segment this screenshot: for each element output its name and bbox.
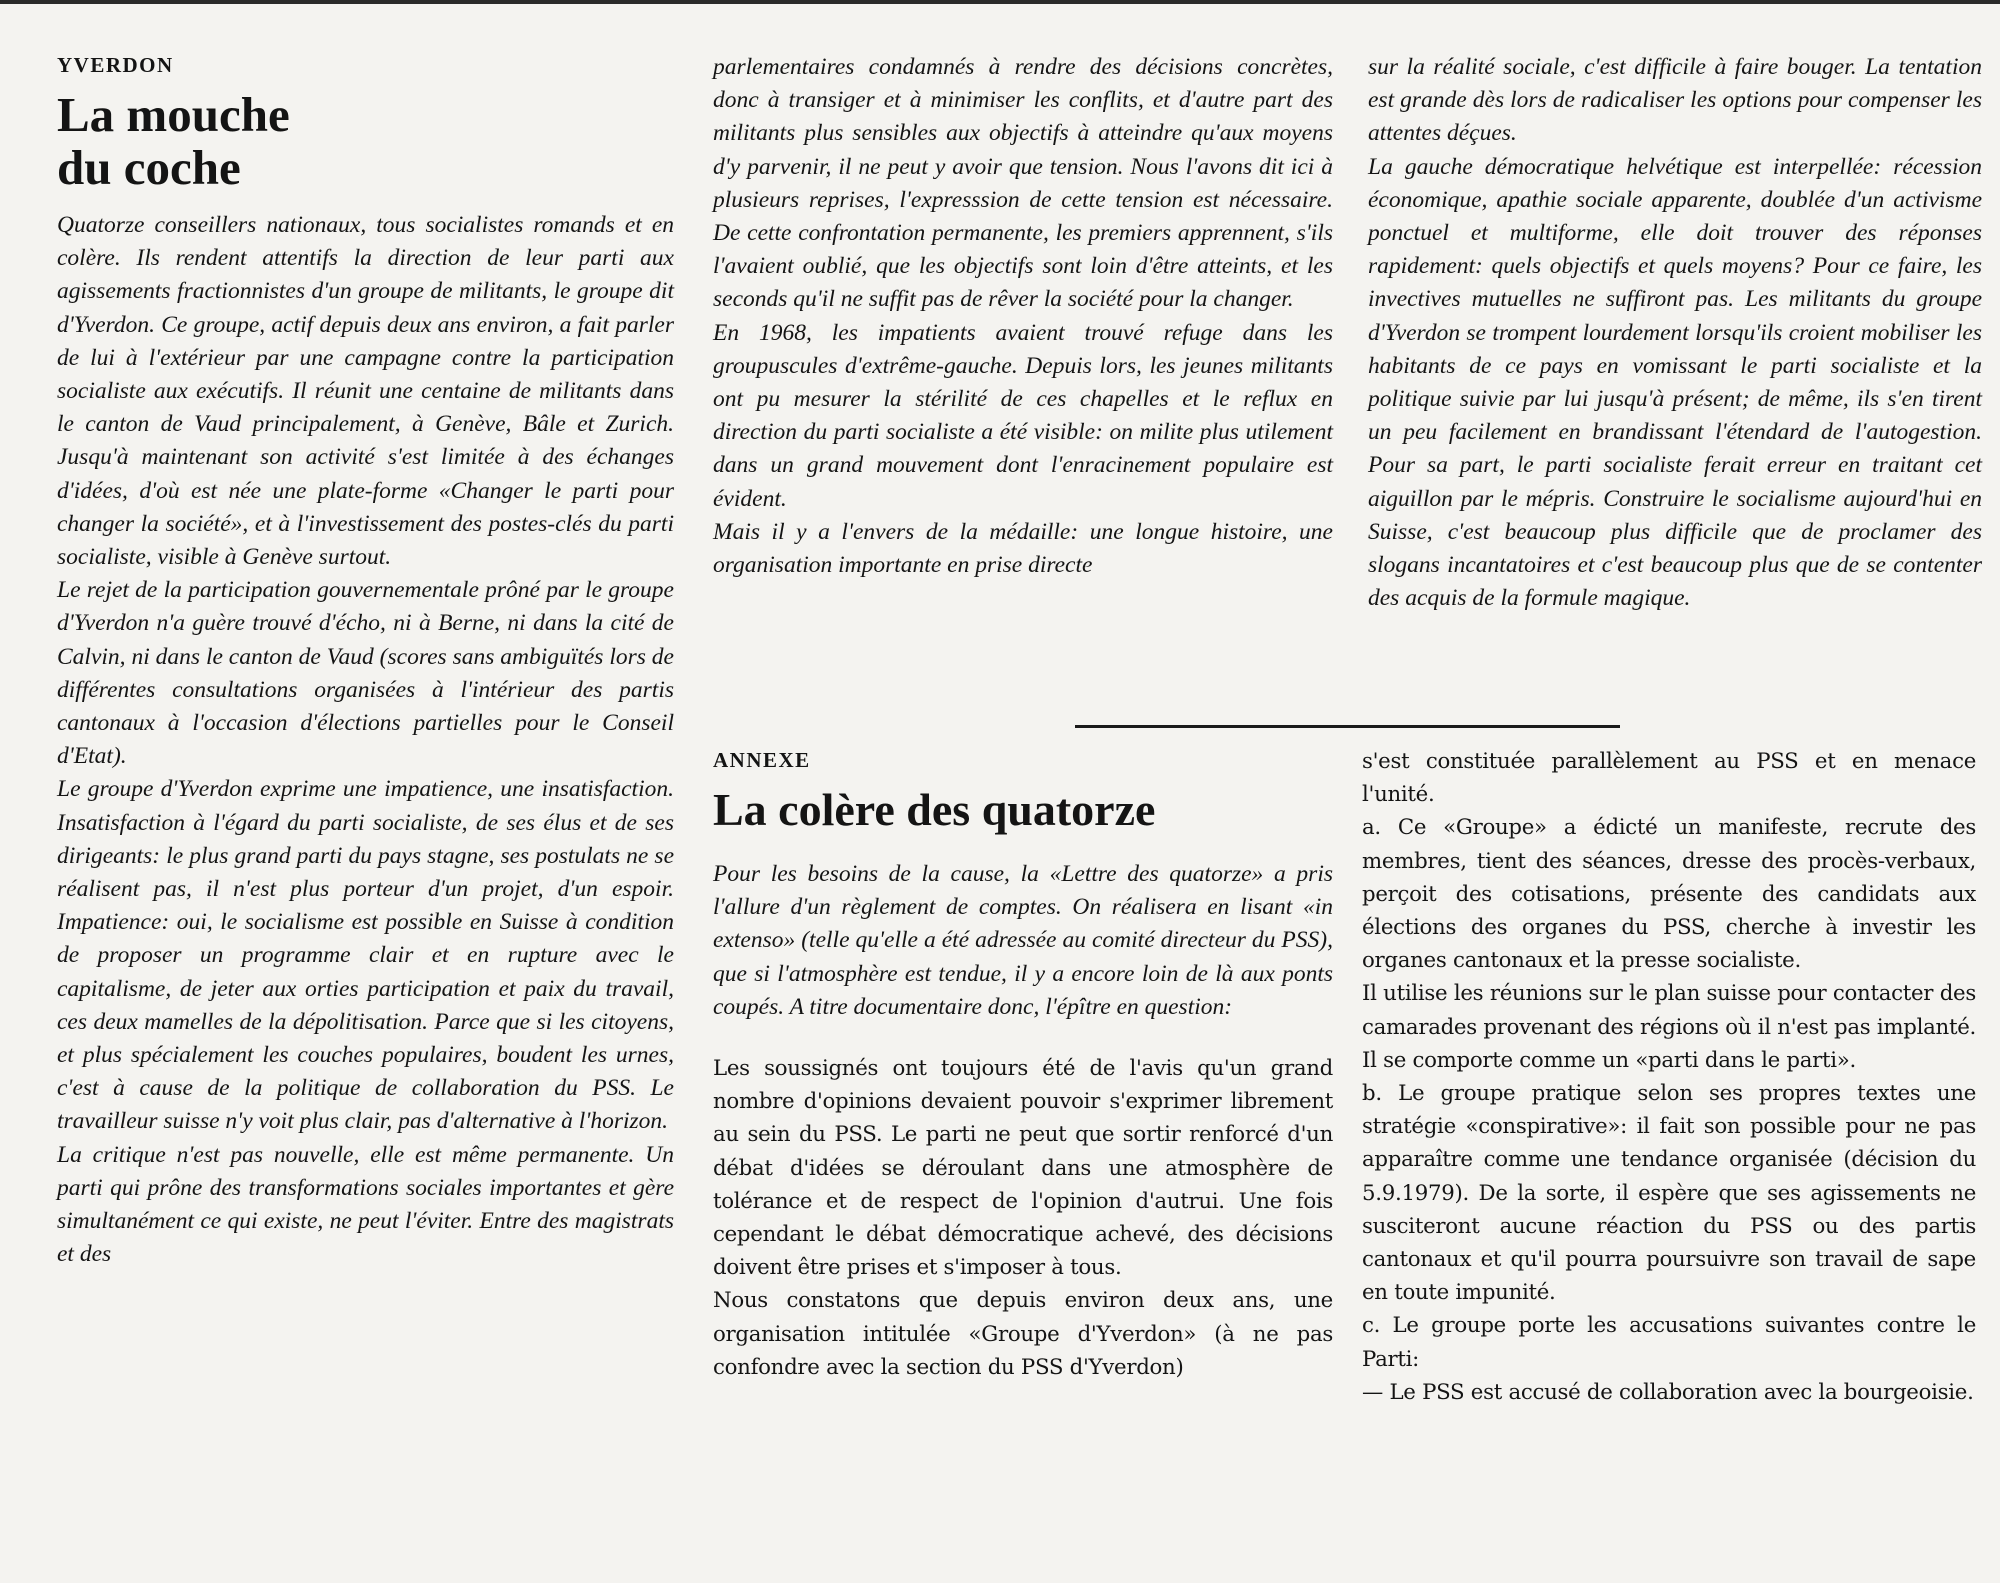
paragraph: — Le PSS est accusé de collaboration avec la bourgeoisie. bbox=[1362, 1379, 1974, 1405]
article1-column3 bbox=[1368, 51, 1982, 615]
article1-kicker: YVERDON bbox=[57, 53, 174, 77]
paragraph: a. Ce «Groupe» a édicté un manifeste, recrute des membres, tient des séances, dresse des procès-verbaux, perçoit des cotisations, présente des candidats aux élections des organes du PSS, cherche à investir les organes cantonaux et la presse socialiste. bbox=[1362, 815, 1976, 974]
top-rule bbox=[0, 0, 2000, 4]
paragraph: c. Le groupe porte les accusations suivantes contre le Parti: bbox=[1362, 1313, 1976, 1372]
article-divider bbox=[1075, 725, 1620, 728]
article1-column2 bbox=[713, 51, 1333, 582]
article2-headline: La colère des quatorze bbox=[713, 784, 1156, 835]
article2-column3 bbox=[1362, 745, 1976, 1409]
paragraph: Les soussignés ont toujours été de l'avis qu'un grand nombre d'opinions devaient pouvoir s'exprimer librement au sein du PSS. Le parti ne peut que sortir renforcé d'un débat d'idées se déroulant dans une atmosphère de tolérance et de respect de l'opinion d'autrui. Une fois cependant le débat démocratique achevé, des décisions doivent être prises et s'imposer à tous. bbox=[713, 1056, 1333, 1281]
headline-line1: La mouche bbox=[57, 87, 290, 142]
article2-intro: Pour les besoins de la cause, la «Lettre des quatorze» a pris l'allure d'un règlement de comptes. On réalisera en lisant «in extenso» (telle qu'elle a été adressée au comité directeur du PSS), que si l'atmosphère est tendue, il y a encore loin de là aux ponts coupés. A titre documentaire donc, l'épître en question: bbox=[713, 861, 1333, 1020]
paragraph: s'est constituée parallèlement au PSS et en menace l'unité. bbox=[1362, 749, 1976, 808]
paragraph: La critique n'est pas nouvelle, elle est même permanente. Un parti qui prône des transformations sociales importantes et gère simultanément ce qui existe, ne peut l'éviter. Entre des magistrats et des bbox=[57, 1141, 674, 1268]
paragraph: Il utilise les réunions sur le plan suisse pour contacter des camarades provenant des régions où il n'est pas implanté. Il se comporte comme un «parti dans le parti». bbox=[1362, 981, 1976, 1073]
paragraph: parlementaires condamnés à rendre des décisions concrètes, donc à transiger et à minimiser les conflits, et d'autre part des militants plus sensibles aux objectifs à atteindre qu'aux moyens d'y parvenir, il ne peut y avoir que tension. Nous l'avons dit ici à plusieurs reprises, l'expresssion de cette tension est nécessaire. De cette confrontation permanente, les premiers apprennent, s'ils l'avaient oublié, que les objectifs sont loin d'être atteints, et les seconds qu'il ne suffit pas de rêver la société pour la changer. bbox=[713, 54, 1333, 313]
paragraph: Le groupe d'Yverdon exprime une impatience, une insatisfaction. Insatisfaction à l'égard du parti socialiste, de ses élus et de ses dirigeants: le plus grand parti du pays stagne, ses postulats ne se réalisent pas, il n'est plus porteur d'un projet, d'un espoir. Impatience: oui, le socialisme est possible en Suisse à condition de proposer un programme clair et en rupture avec le capitalisme, de jeter aux orties participation et paix du travail, ces deux mamelles de la dépolitisation. Parce que si les citoyens, et plus spécialement les couches populaires, boudent les urnes, c'est à cause de la politique de collaboration du PSS. Le travailleur suisse n'y voit plus clair, pas d'alternative à l'horizon. bbox=[57, 776, 674, 1135]
article1-column1 bbox=[57, 53, 674, 1272]
paragraph: Nous constatons que depuis environ deux ans, une organisation intitulée «Groupe d'Yverdon» (à ne pas confondre avec la section du PSS d'Yverdon) bbox=[713, 1288, 1333, 1380]
paragraph: b. Le groupe pratique selon ses propres textes une stratégie «conspirative»: il fait son possible pour ne pas apparaître comme une tendance organisée (décision du 5.9.1979). De la sorte, il espère que ses agissements ne susciteront aucune réaction du PSS ou des partis cantonaux et qu'il pourra poursuivre son travail de sape en toute impunité. bbox=[1362, 1081, 1976, 1306]
article1-headline bbox=[57, 88, 674, 194]
paragraph: En 1968, les impatients avaient trouvé refuge dans les groupuscules d'extrême-gauche. Depuis lors, les jeunes militants ont pu mesurer la stérilité de ces chapelles et le reflux en direction du parti socialiste a été visible: on milite plus utilement dans un grand mouvement dont l'enracinement populaire est évident. bbox=[713, 319, 1333, 512]
paragraph: Le rejet de la participation gouvernementale prôné par le groupe d'Yverdon n'a guère trouvé d'écho, ni à Berne, ni dans la cité de Calvin, ni dans le canton de Vaud (scores sans ambiguïtés lors de différentes consultations organisées à l'intérieur des partis cantonaux à l'occasion d'élections partielles pour le Conseil d'Etat). bbox=[57, 577, 674, 770]
paragraph: La gauche démocratique helvétique est interpellée: récession économique, apathie sociale apparente, doublée d'un activisme ponctuel et multiforme, elle doit trouver des réponses rapidement: quels objectifs et quels moyens? Pour ce faire, les invectives mutuelles ne suffiront pas. Les militants du groupe d'Yverdon se trompent lourdement lorsqu'ils croient mobiliser les habitants de ce pays en vomissant le parti socialiste et la politique suivie par lui jusqu'à présent; de même, ils s'en tirent un peu facilement en brandissant l'étendard de l'autogestion. Pour sa part, le parti socialiste ferait erreur en traitant cet aiguillon par le mépris. Construire le socialisme aujourd'hui en Suisse, c'est beaucoup plus difficile que de proclamer des slogans incantatoires et c'est beaucoup plus que de se contenter des acquis de la formule magique. bbox=[1368, 153, 1982, 612]
article2-column2 bbox=[713, 748, 1333, 1384]
headline-line2: du coche bbox=[57, 140, 241, 195]
paragraph: sur la réalité sociale, c'est difficile à faire bouger. La tentation est grande dès lors de radicaliser les options pour compenser les attentes déçues. bbox=[1368, 54, 1982, 147]
article2-kicker: ANNEXE bbox=[713, 748, 811, 772]
paragraph: Quatorze conseillers nationaux, tous socialistes romands et en colère. Ils rendent attentifs la direction de leur parti aux agissements fractionnistes d'un groupe de militants, le groupe dit d'Yverdon. Ce groupe, actif depuis deux ans environ, a fait parler de lui à l'extérieur par une campagne contre la participation socialiste aux exécutifs. Il réunit une centaine de militants dans le canton de Vaud principalement, à Genève, Bâle et Zurich. Jusqu'à maintenant son activité s'est limitée à des échanges d'idées, d'où est née une plate-forme «Changer le parti pour changer la société», et à l'investissement des postes-clés du parti socialiste, visible à Genève surtout. bbox=[57, 212, 674, 571]
paragraph: Mais il y a l'envers de la médaille: une longue histoire, une organisation importante en prise directe bbox=[713, 518, 1333, 579]
